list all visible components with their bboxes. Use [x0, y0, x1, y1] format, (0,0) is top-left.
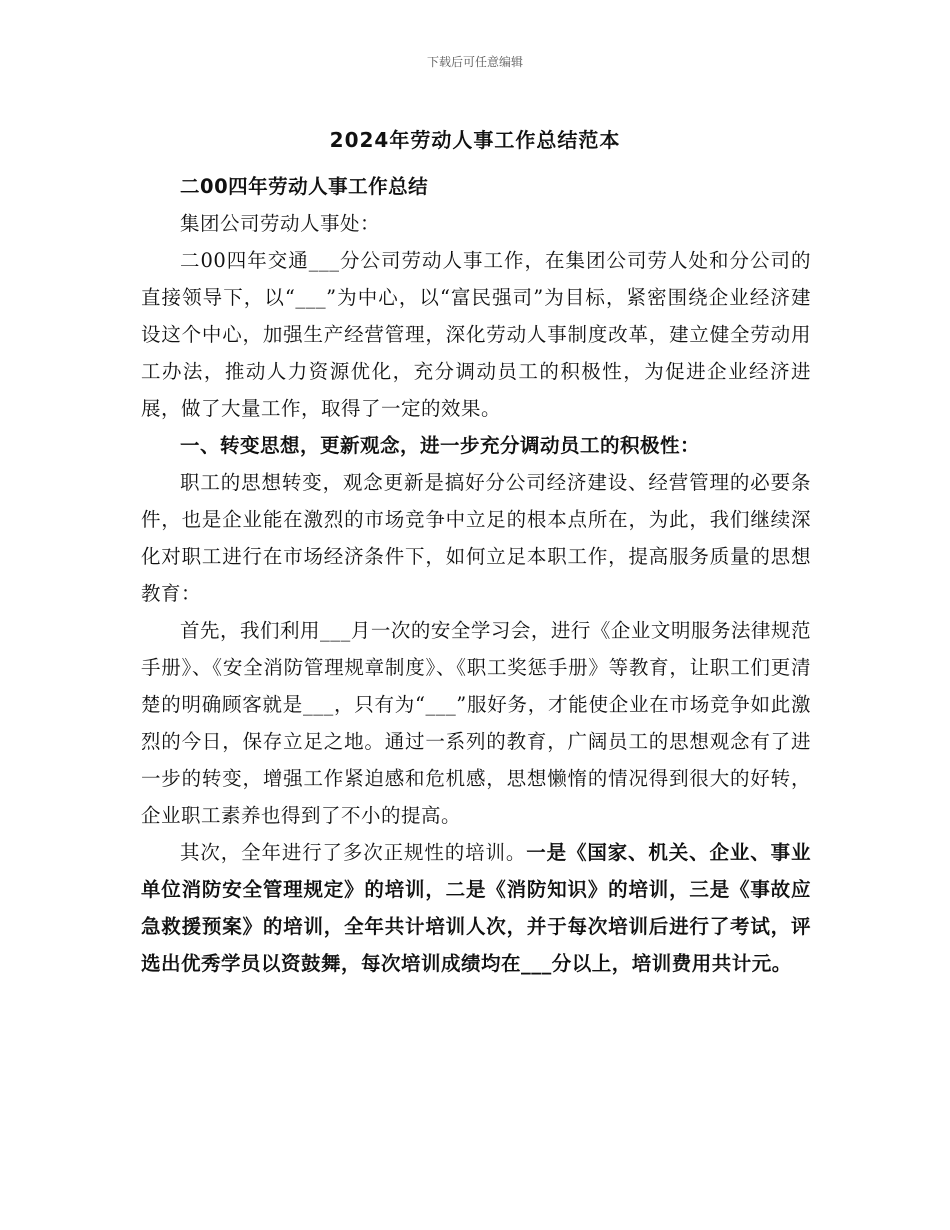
document-title: 2024年劳动人事工作总结范本 [329, 128, 621, 152]
paragraph-first: 首先，我们利用___月一次的安全学习会，进行《企业文明服务法律规范手册》、《安全消防管理规章制度》、《职工奖惩手册》等教育，让职工们更清楚的明确顾客就是___，只有为“___”服好务，才能使企业在市场竞争如此激烈的今日，保存立足之地。通过一系列的教育，广阔员工的思想观念有了进一步的转变，增强工作紧迫感和危机感，思想懒惰的情况得到很大的好转，企业职工素养也得到了不小的提高。 [141, 619, 811, 827]
paragraph-intro: 二00四年交通___分公司劳动人事工作，在集团公司劳人处和分公司的直接领导下，以“___”为中心，以“富民强司”为目标，紧密围绕企业经济建设这个中心，加强生产经营管理，深化劳动人事制度改革，建立健全劳动用工办法，推动人力资源优化，充分调动员工的积极性，为促进企业经济进展，做了大量工作，取得了一定的效果。 [141, 249, 811, 420]
document-body [141, 168, 811, 982]
paragraph-thinking: 职工的思想转变，观念更新是搞好分公司经济建设、经营管理的必要条件，也是企业能在激烈的市场竞争中立足的根本点所在，为此，我们继续深化对职工进行在市场经济条件下，如何立足本职工作，提高服务质量的思想教育： [141, 471, 811, 605]
salutation: 集团公司劳动人事处： [180, 212, 381, 235]
paragraph-second-lead: 其次，全年进行了多次正规性的培训。 [180, 841, 527, 864]
section-heading-1: 一、转变思想，更新观念，进一步充分调动员工的积极性： [180, 434, 701, 457]
header-note: 下载后可任意编辑 [426, 55, 523, 69]
section-heading: 二00四年劳动人事工作总结 [180, 175, 429, 198]
paragraph-second [141, 834, 811, 982]
paragraph-second-bold: 一是《国家、机关、企业、事业单位消防安全管理规定》的培训，二是《消防知识》的培训，三是《事故应急救援预案》的培训，全年共计培训人次，并于每次培训后进行了考试，评选出优秀学员以资鼓舞，每次培训成绩均在___分以上，培训费用共计元。 [141, 841, 811, 975]
